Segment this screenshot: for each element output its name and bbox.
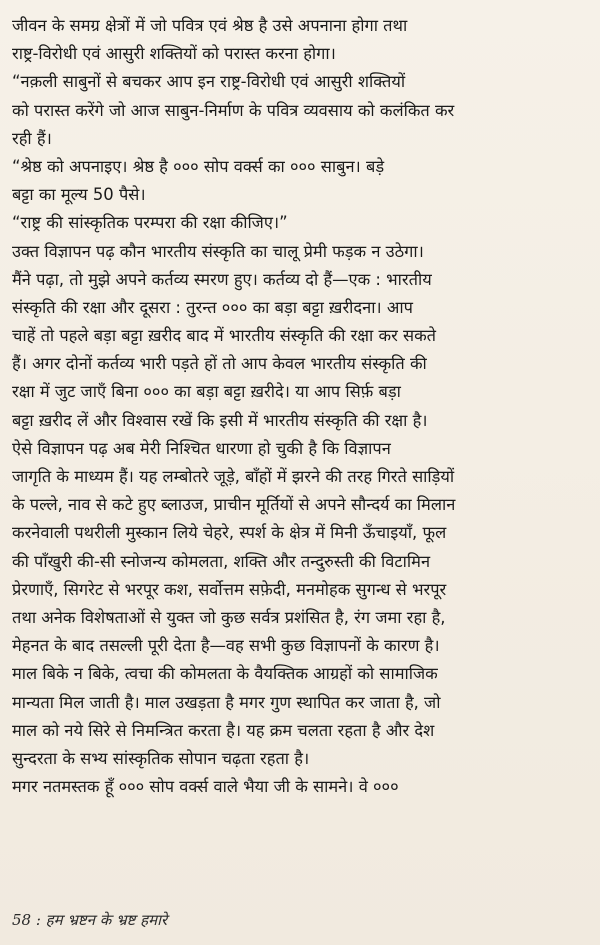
text-line: मगर नतमस्तक हूँ ००० सोप वर्क्स वाले भैया जी के सामने। वे ००० (12, 777, 399, 797)
text-line: ऐसे विज्ञापन पढ़ अब मेरी निश्चित धारणा हो चुकी है कि विज्ञापन (12, 438, 391, 458)
text-line: जागृति के माध्यम हैं। यह लम्बोतरे जूड़े, बाँहों में झरने की तरह गिरते साड़ियों (12, 467, 455, 486)
page-footer: 58 : हम भ्रष्टन के भ्रष्ट हमारे (12, 911, 168, 929)
text-line: चाहें तो पहले बड़ा बट्टा ख़रीद बाद में भारतीय संस्कृति की रक्षा कर सकते (12, 326, 436, 346)
text-line: उक्त विज्ञापन पढ़ कौन भारतीय संस्कृति का चालू प्रेमी फड़क न उठेगा। (12, 241, 424, 261)
text-line: माल बिके न बिके, त्वचा की कोमलता के वैयक्तिक आग्रहों को सामाजिक (12, 664, 438, 684)
text-line: के पल्ले, नाव से कटे हुए ब्लाउज, प्राचीन मूर्तियों से अपने सौन्दर्य का मिलान (12, 495, 456, 515)
text-line: रही हैं। (12, 128, 52, 148)
text-line: को परास्त करेंगे जो आज साबुन-निर्माण के पवित्र व्यवसाय को कलंकित कर (12, 100, 455, 120)
text-line: मैंने पढ़ा, तो मुझे अपने कर्तव्य स्मरण हुए। कर्तव्य दो हैं—एक : भारतीय (12, 269, 432, 289)
text-line: “राष्ट्र की सांस्कृतिक परम्परा की रक्षा कीजिए।” (12, 213, 288, 233)
text-line: रक्षा में जुट जाएँ बिना ००० का बड़ा बट्टा ख़रीदे। या आप सिर्फ़ बड़ा (12, 382, 401, 402)
text-line: “श्रेष्ठ को अपनाइए। श्रेष्ठ है ००० सोप वर्क्स का ००० साबुन। बड़े (12, 156, 385, 176)
text-line: की पाँखुरी की-सी स्नोजन्य कोमलता, शक्ति और तन्दुरुस्ती की विटामिन (12, 551, 431, 571)
text-line: मेहनत के बाद तसल्ली पूरी देता है—वह सभी कुछ विज्ञापनों के कारण है। (12, 636, 440, 656)
text-line: हैं। अगर दोनों कर्तव्य भारी पड़ते हों तो आप केवल भारतीय संस्कृति की (12, 354, 427, 374)
text-line: राष्ट्र-विरोधी एवं आसुरी शक्तियों को परास्त करना होगा। (12, 44, 336, 64)
text-line: मान्यता मिल जाती है। माल उखड़ता है मगर गुण स्थापित कर जाता है, जो (12, 692, 441, 712)
text-line: संस्कृति की रक्षा और दूसरा : तुरन्त ००० का बड़ा बट्टा ख़रीदना। आप (12, 297, 413, 317)
text-line: तथा अनेक विशेषताओं से युक्त जो कुछ सर्वत्र प्रशंसित है, रंग जमा रहा है, (12, 607, 446, 627)
text-line: प्रेरणाएँ, सिगरेट से भरपूर कश, सर्वोत्तम सफ़ेदी, मनमोहक सुगन्ध से भरपूर (12, 579, 447, 599)
text-line: बट्टा ख़रीद लें और विश्वास रखें कि इसी में भारतीय संस्कृति की रक्षा है। (12, 410, 428, 430)
text-line: करनेवाली पथरीली मुस्कान लिये चेहरे, स्पर्श के क्षेत्र में मिनी ऊँचाइयाँ, फूल (12, 523, 447, 543)
body-text (12, 12, 590, 801)
text-line: माल को नये सिरे से निमन्त्रित करता है। यह क्रम चलता रहता है और देश (12, 720, 435, 740)
text-line: “नक़ली साबुनों से बचकर आप इन राष्ट्र-विरोधी एवं आसुरी शक्तियों (12, 72, 406, 92)
text-line: बट्टा का मूल्य 50 पैसे। (12, 185, 146, 205)
text-line: जीवन के समग्र क्षेत्रों में जो पवित्र एवं श्रेष्ठ है उसे अपनाना होगा तथा (12, 16, 408, 35)
text-line: सुन्दरता के सभ्य सांस्कृतिक सोपान चढ़ता रहता है। (12, 748, 310, 768)
